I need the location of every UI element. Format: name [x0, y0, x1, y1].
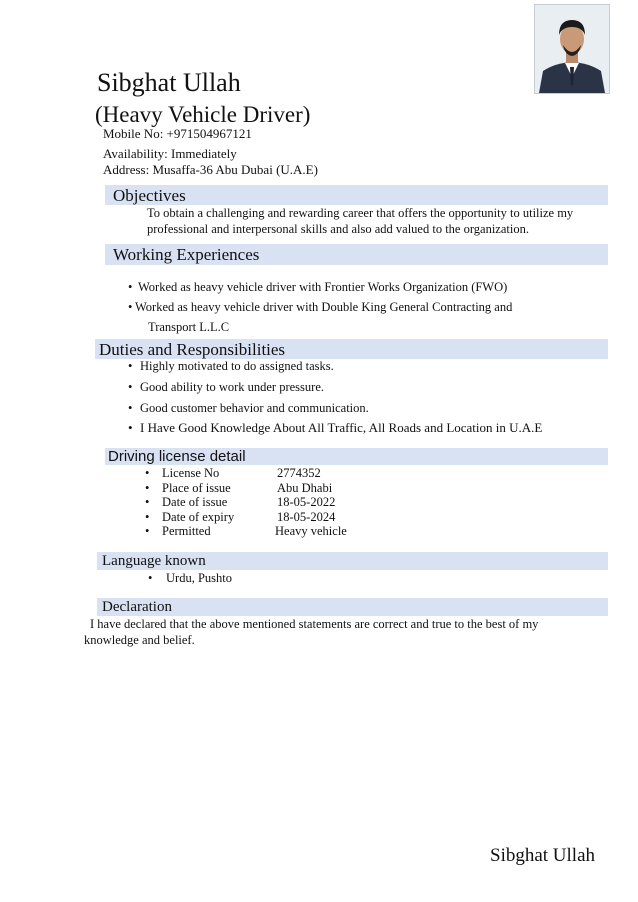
candidate-name: Sibghat Ullah — [97, 68, 241, 97]
list-item: • Worked as heavy vehicle driver with Frontier Works Organization (FWO) — [128, 280, 508, 294]
license-row: • Place of issue Abu Dhabi — [145, 481, 333, 495]
experience-heading: Working Experiences — [113, 245, 260, 264]
job-title: (Heavy Vehicle Driver) — [95, 102, 311, 127]
list-item: • Urdu, Pushto — [148, 571, 232, 585]
license-row: • License No 2774352 — [145, 466, 321, 480]
signature-name: Sibghat Ullah — [490, 845, 596, 866]
list-item: • I Have Good Knowledge About All Traffic, All Roads and Location in U.A.E — [128, 420, 543, 435]
list-item: • Worked as heavy vehicle driver with Double King General Contracting and — [128, 300, 513, 314]
experience-band — [105, 244, 608, 265]
duties-heading: Duties and Responsibilities — [99, 340, 286, 359]
declaration-band — [97, 598, 608, 616]
duties-band — [95, 339, 608, 359]
license-row: • Date of issue 18-05-2022 — [145, 495, 336, 509]
mobile-number: Mobile No: +971504967121 — [103, 126, 252, 141]
language-heading: Language known — [102, 553, 206, 569]
license-band — [105, 448, 608, 465]
list-item-continuation: Transport L.L.C — [148, 320, 230, 334]
language-band — [97, 552, 608, 570]
address: Address: Musaffa-36 Abu Dubai (U.A.E) — [103, 162, 318, 177]
list-item: • Good customer behavior and communication. — [128, 401, 369, 415]
availability: Availability: Immediately — [103, 146, 237, 161]
list-item: • Good ability to work under pressure. — [128, 380, 324, 394]
declaration-heading: Declaration — [102, 599, 172, 615]
objectives-text: To obtain a challenging and rewarding career that offers the opportunity to utilize my professional and interpersonal skills and also add valued to the organization. — [147, 206, 574, 236]
objectives-band — [105, 185, 608, 205]
license-heading: Driving license detail — [108, 448, 246, 465]
license-row: • Permitted Heavy vehicle — [145, 524, 347, 538]
profile-photo — [534, 4, 610, 94]
license-row: • Date of expiry 18-05-2024 — [145, 510, 336, 524]
objectives-heading: Objectives — [113, 186, 186, 205]
person-photo-icon — [535, 5, 609, 93]
declaration-text: I have declared that the above mentioned statements are correct and true to the best of my knowledge and belief. — [84, 617, 539, 647]
list-item: • Highly motivated to do assigned tasks. — [128, 359, 334, 373]
